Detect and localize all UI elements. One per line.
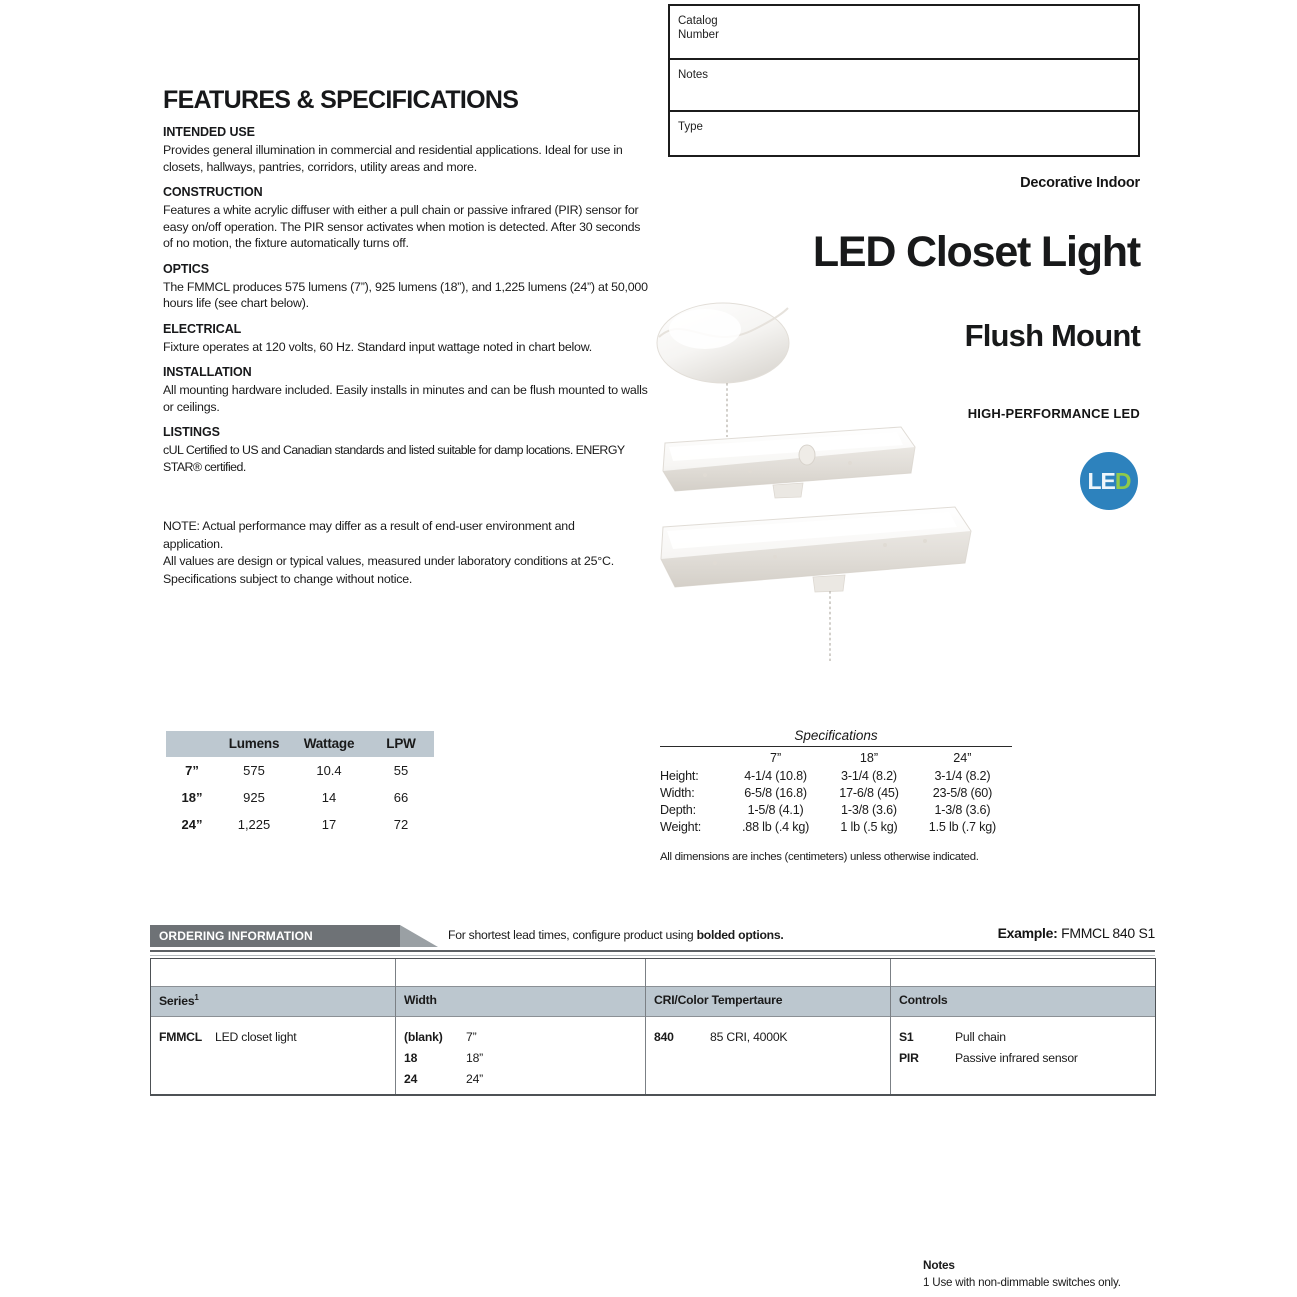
spec-col-18in: 18” [859, 751, 879, 765]
ordering-options-table [150, 958, 1156, 1096]
ordering-table-header-row [151, 987, 1156, 1017]
spec-col-24in: 24” [953, 751, 972, 765]
perf-row-lpw-1: 66 [393, 790, 409, 805]
spec-width-24in: 23-5/8 (60) [932, 785, 993, 800]
section-body-listings: cUL Certified to US and Canadian standards and listed suitable for damp locations. ENERGY STAR® certified. [163, 443, 625, 474]
perf-col-wattage: Wattage [290, 731, 368, 757]
perf-row-wattage-2: 17 [321, 817, 337, 832]
catalog-number-field[interactable] [670, 6, 1138, 60]
ordering-col-header-controls: Controls [891, 987, 1156, 1017]
ordering-example-value: FMMCL 840 S1 [1061, 925, 1155, 941]
section-title-installation: INSTALLATION [163, 365, 252, 379]
spec-label-depth: Depth: [660, 802, 696, 817]
option-code-pir: PIR [899, 1051, 919, 1065]
section-body-installation: All mounting hardware included. Easily installs in minutes and can be flush mounted to walls or ceilings. [163, 383, 648, 414]
fixture-bar-18in [663, 427, 915, 498]
option-desc-fmmcl: LED closet light [215, 1030, 297, 1044]
spec-height-7in: 4-1/4 (10.8) [744, 768, 807, 783]
catalog-info-box [668, 4, 1140, 157]
ordering-options-cri [646, 1017, 891, 1095]
ordering-header-bar [150, 925, 1155, 947]
table-row [166, 757, 434, 784]
product-tagline: HIGH-PERFORMANCE LED [967, 406, 1140, 421]
section-body-construction: Features a white acrylic diffuser with either a pull chain or passive infrared (PIR) sensor for easy on/off operation. The PIR sensor activates when motion is detected. After 30 seconds of no motion, the fixture automatically turns off. [163, 203, 641, 250]
spacer-cell-3 [646, 959, 891, 987]
notes-label: Notes [678, 69, 709, 81]
spec-depth-7in: 1-5/8 (4.1) [747, 802, 804, 817]
option-desc-width-24: 24” [466, 1072, 484, 1086]
spec-height-24in: 3-1/4 (8.2) [934, 768, 991, 783]
specifications-block [660, 728, 1012, 863]
features-heading: FEATURES & SPECIFICATIONS [163, 86, 519, 114]
ordering-col-header-series [151, 987, 396, 1017]
product-category-label: Decorative Indoor [1020, 175, 1140, 191]
specifications-header-row [660, 747, 1012, 768]
ordering-col-header-width: Width [396, 987, 646, 1017]
list-item[interactable] [159, 1027, 395, 1048]
option-desc-width-blank: 7” [466, 1030, 477, 1044]
note-line-3: Specifications subject to change without notice. [163, 571, 413, 586]
catalog-number-label-line2: Number [678, 29, 719, 41]
list-item[interactable] [899, 1048, 1155, 1069]
ordering-options-controls [891, 1017, 1156, 1095]
option-code-840: 840 [654, 1030, 674, 1044]
list-item[interactable] [899, 1027, 1155, 1048]
list-item[interactable] [404, 1048, 645, 1069]
spacer-cell-4 [891, 959, 1156, 987]
option-code-width-18: 18 [404, 1051, 418, 1065]
ordering-table-body-row [151, 1017, 1156, 1095]
spec-depth-24in: 1-3/8 (3.6) [934, 802, 991, 817]
option-desc-pir: Passive infrared sensor [955, 1051, 1078, 1065]
perf-row-size-2: 24” [181, 817, 203, 832]
ordering-example-label: Example: [997, 925, 1058, 941]
page-subtitle: Flush Mount [964, 318, 1140, 353]
option-code-s1: S1 [899, 1030, 914, 1044]
perf-row-lumens-1: 925 [243, 790, 265, 805]
list-item[interactable] [404, 1027, 645, 1048]
section-body-intended-use: Provides general illumination in commercial and residential applications. Ideal for use in closets, hallways, pantries, corridors, utility areas and more. [163, 143, 623, 174]
spec-label-width: Width: [660, 785, 695, 800]
ordering-information-section [150, 925, 1155, 1096]
perf-col-size [166, 731, 218, 757]
spec-height-18in: 3-1/4 (8.2) [841, 768, 897, 783]
section-body-optics: The FMMCL produces 575 lumens (7”), 925 lumens (18”), and 1,225 lumens (24”) at 50,000 hours life (see chart below). [163, 279, 648, 310]
spec-col-label [660, 747, 726, 768]
perf-col-lumens: Lumens [218, 731, 290, 757]
spec-width-7in: 6-5/8 (16.8) [744, 785, 807, 800]
perf-row-size-1: 18” [181, 790, 203, 805]
led-badge-icon [1080, 452, 1138, 510]
notes-field[interactable] [670, 60, 1138, 112]
spec-weight-18in: 1 lb (.5 kg) [840, 819, 898, 834]
table-row [166, 811, 434, 838]
table-row [660, 767, 1012, 784]
option-desc-840: 85 CRI, 4000K [710, 1030, 788, 1044]
features-specifications-section [163, 86, 653, 475]
option-desc-s1: Pull chain [955, 1030, 1006, 1044]
table-row [660, 818, 1012, 835]
product-illustration [645, 295, 1085, 670]
ordering-col-header-cri: CRI/Color Tempertaure [646, 987, 891, 1017]
perf-row-lumens-2: 1,225 [237, 817, 271, 832]
page-title: LED Closet Light [812, 228, 1140, 276]
spacer-cell-1 [151, 959, 396, 987]
list-item[interactable] [404, 1069, 645, 1090]
spec-label-height: Height: [660, 768, 699, 783]
option-code-fmmcl: FMMCL [159, 1030, 202, 1044]
perf-row-size-0: 7” [185, 763, 199, 778]
ordering-table-spacer-row [151, 959, 1156, 987]
spec-depth-18in: 1-3/8 (3.6) [841, 802, 897, 817]
spec-weight-7in: .88 lb (.4 kg) [741, 819, 810, 834]
ordering-example [998, 925, 1155, 941]
note-line-1: NOTE: Actual performance may differ as a result of end-user environment and application. [163, 519, 575, 551]
ordering-lead-text-plain: For shortest lead times, configure product using [448, 928, 697, 942]
specifications-title: Specifications [794, 728, 878, 743]
footer-notes-title: Notes [923, 1258, 955, 1272]
section-title-listings: LISTINGS [163, 425, 220, 439]
section-body-electrical: Fixture operates at 120 volts, 60 Hz. Standard input wattage noted in chart below. [163, 339, 592, 354]
ordering-options-series [151, 1017, 396, 1095]
led-badge-text-d: D [1114, 467, 1131, 494]
table-row [166, 784, 434, 811]
footer-notes [923, 1258, 1203, 1290]
table-row [660, 801, 1012, 818]
fixture-bar-24in [661, 507, 971, 592]
section-title-electrical: ELECTRICAL [163, 321, 242, 336]
specifications-table [660, 746, 1012, 835]
ordering-options-width [396, 1017, 646, 1095]
section-title-construction: CONSTRUCTION [163, 185, 263, 199]
spec-label-weight: Weight: [660, 819, 702, 834]
perf-row-lpw-2: 72 [393, 817, 409, 832]
spec-col-7in: 7” [769, 751, 782, 765]
type-field[interactable] [670, 112, 1138, 157]
disclaimer-note [163, 518, 633, 588]
ordering-tab-label: ORDERING INFORMATION [159, 929, 313, 943]
spec-weight-24in: 1.5 lb (.7 kg) [928, 819, 996, 834]
ordering-lead-text-bold: bolded options. [696, 928, 784, 942]
ordering-series-footnote-marker: 1 [194, 993, 199, 1002]
option-code-width-blank: (blank) [404, 1030, 443, 1044]
ordering-lead-text [448, 928, 784, 942]
perf-col-lpw: LPW [368, 731, 434, 757]
catalog-number-label-line1: Catalog [678, 15, 718, 27]
option-desc-width-18: 18” [466, 1051, 484, 1065]
type-label: Type [678, 121, 703, 133]
led-badge-text-le: LE [1087, 467, 1115, 494]
pir-sensor-lens [799, 445, 815, 465]
perf-row-lpw-0: 55 [393, 763, 409, 778]
option-code-width-24: 24 [404, 1072, 418, 1086]
fixture-oval-7in [657, 303, 789, 383]
table-row [660, 784, 1012, 801]
performance-table [166, 731, 434, 838]
perf-row-wattage-0: 10.4 [316, 763, 342, 778]
footer-note-item-1: 1 Use with non-dimmable switches only. [923, 1276, 1121, 1289]
performance-table-header-row [166, 731, 434, 757]
ordering-information-tab [150, 925, 400, 947]
spacer-cell-2 [396, 959, 646, 987]
spec-width-18in: 17-6/8 (45) [839, 785, 899, 800]
specifications-footnote: All dimensions are inches (centimeters) unless otherwise indicated. [660, 851, 979, 863]
list-item[interactable] [654, 1027, 890, 1048]
perf-row-wattage-1: 14 [321, 790, 337, 805]
ordering-col-header-series-label: Series [159, 994, 195, 1009]
section-title-optics: OPTICS [163, 261, 209, 276]
ordering-divider [150, 950, 1155, 956]
perf-row-lumens-0: 575 [243, 763, 265, 778]
section-title-intended-use: INTENDED USE [163, 125, 255, 139]
ordering-tab-slope-decoration [400, 925, 438, 947]
note-line-2: All values are design or typical values, measured under laboratory conditions at 25°C. [163, 554, 614, 568]
